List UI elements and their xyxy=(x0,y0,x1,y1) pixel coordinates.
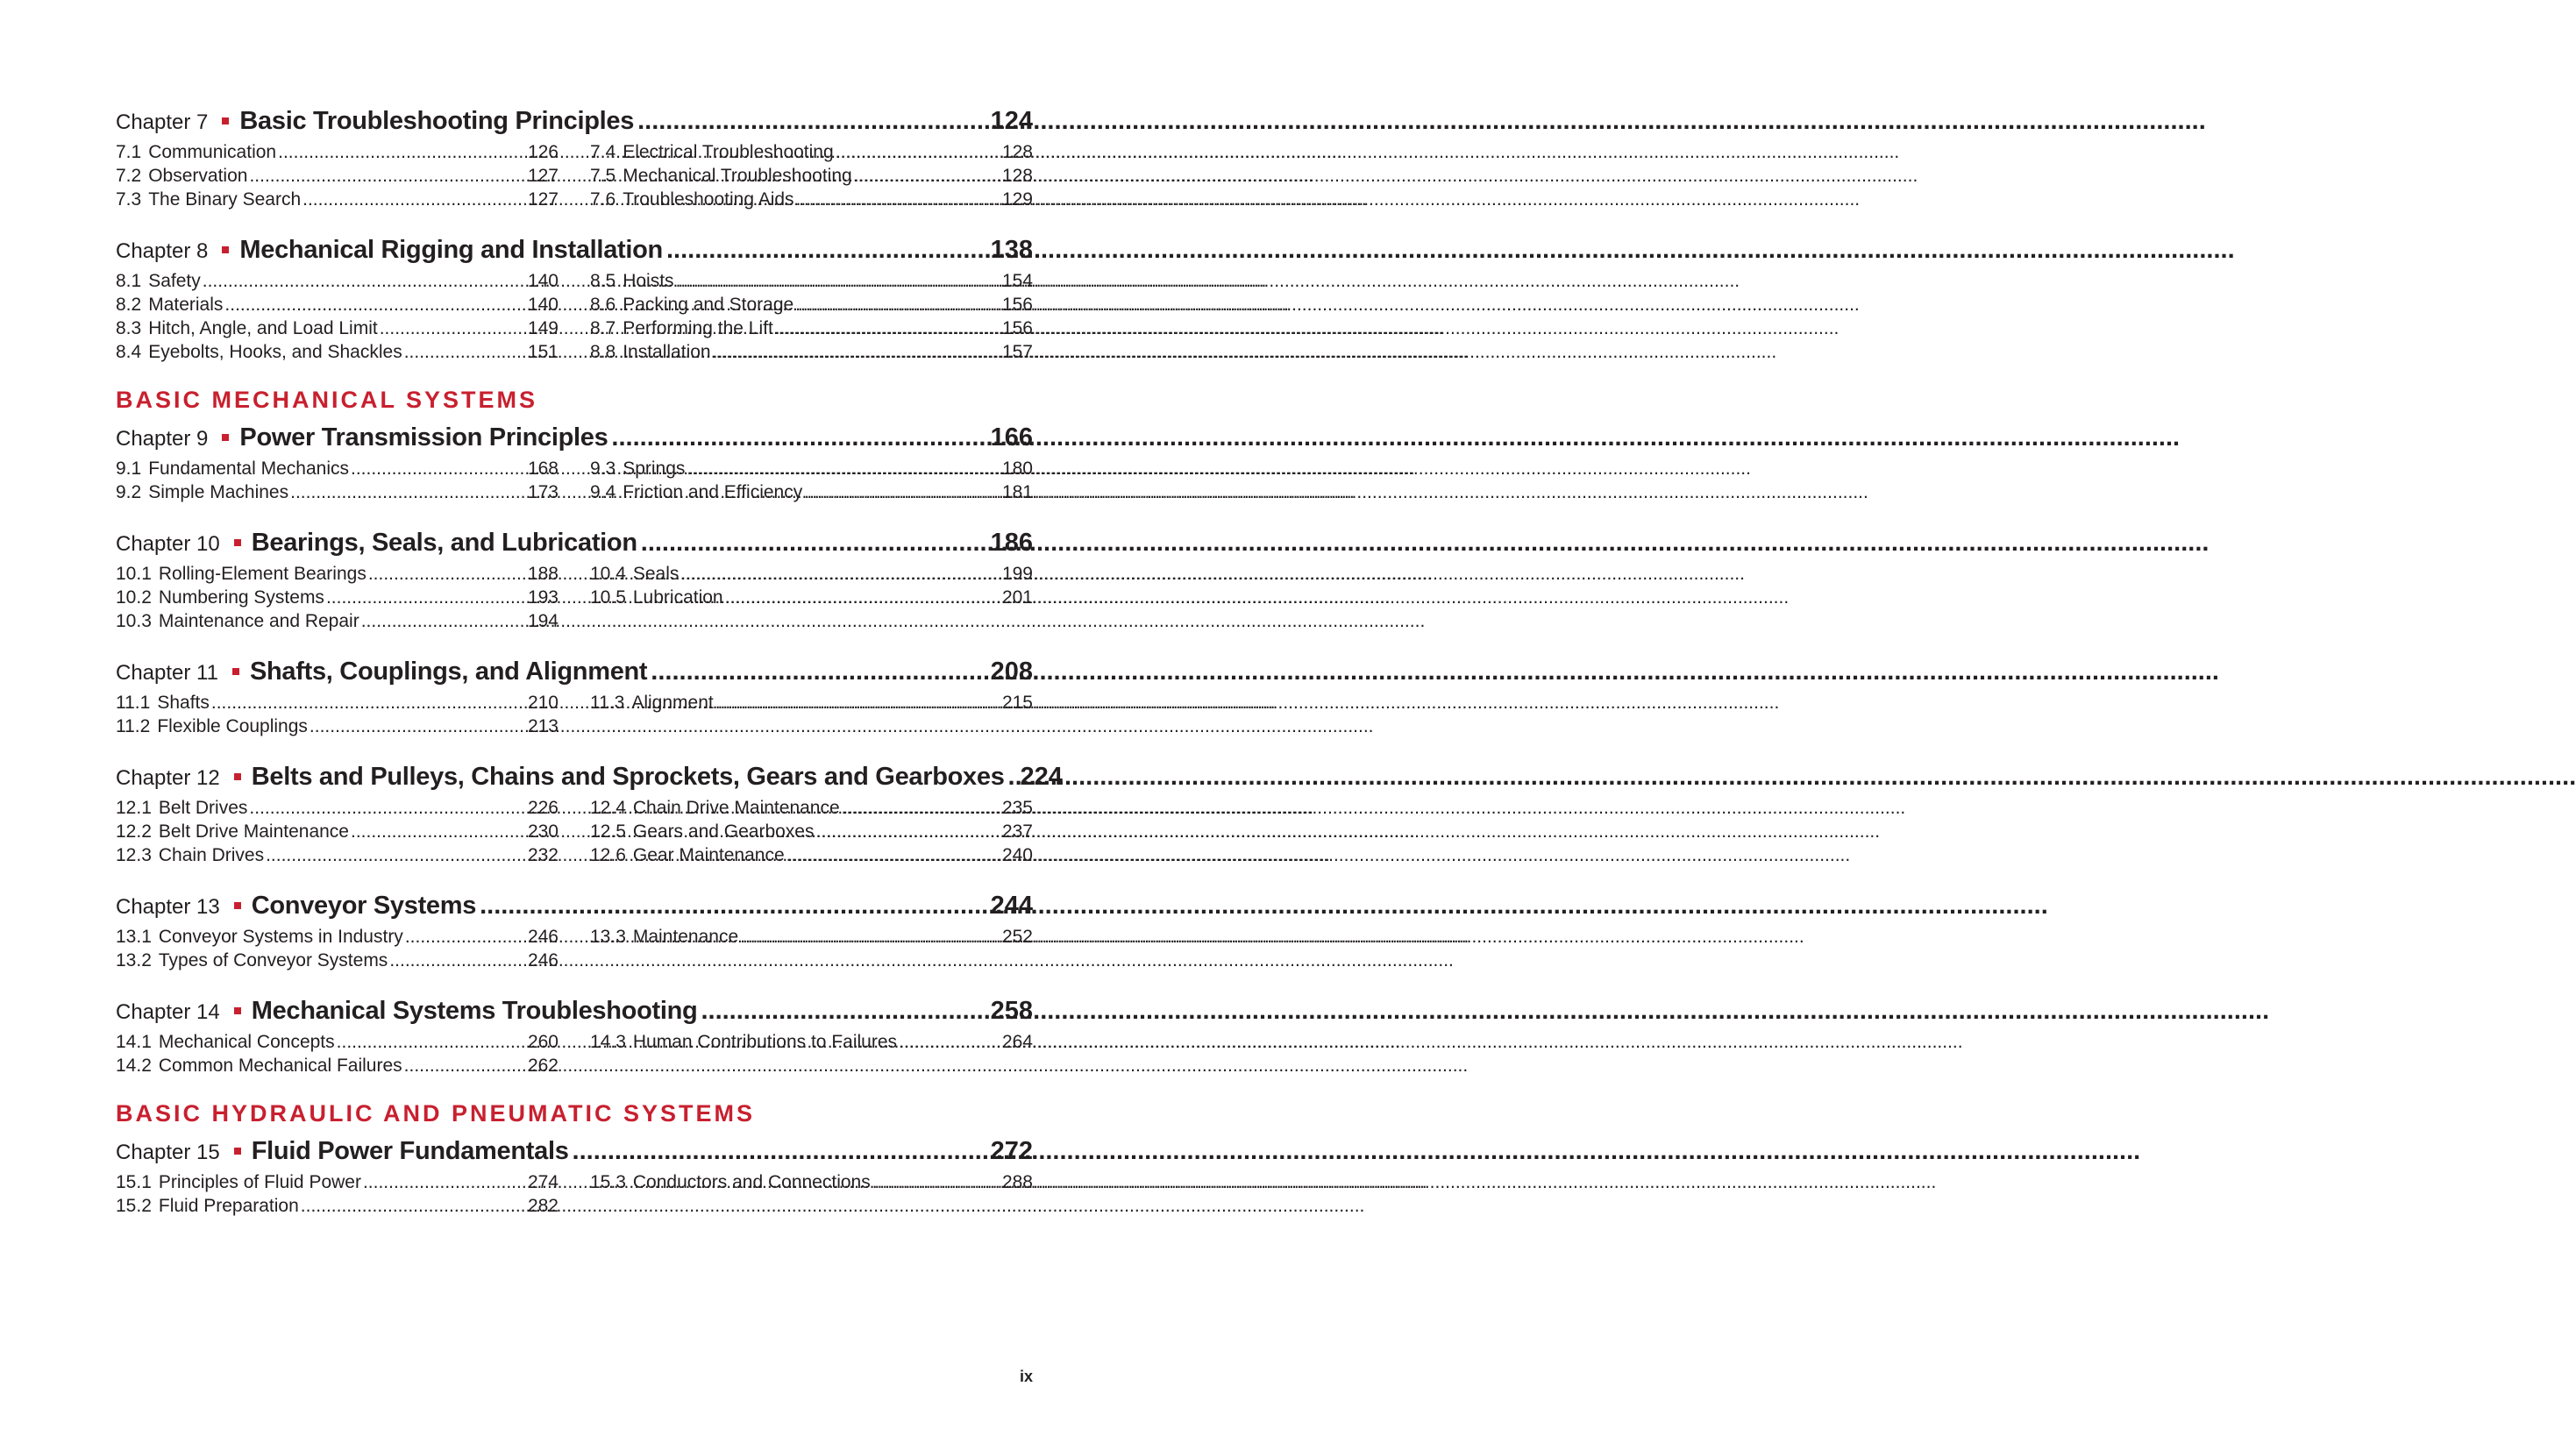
chapter-label: Chapter 11 xyxy=(116,661,218,685)
section-column-left xyxy=(116,562,559,633)
chapter-label: Chapter 7 xyxy=(116,110,209,134)
entry-page-number: 140 xyxy=(527,295,559,315)
entry-page-number: 274 xyxy=(527,1172,559,1192)
square-bullet-icon xyxy=(234,539,241,546)
section-list xyxy=(116,269,1033,364)
square-bullet-icon xyxy=(234,773,241,780)
square-bullet-icon xyxy=(222,117,229,124)
chapter-heading[interactable] xyxy=(116,103,1033,139)
entry-page-number: 128 xyxy=(1001,142,1033,162)
toc-entry-15-2[interactable] xyxy=(116,1194,559,1218)
entry-title: Electrical Troubleshooting xyxy=(623,142,834,162)
chapter-heading[interactable] xyxy=(116,654,1033,689)
entry-number: 12.6 xyxy=(590,845,626,865)
chapter-label: Chapter 9 xyxy=(116,427,209,451)
entry-title: Rolling-Element Bearings xyxy=(158,564,366,584)
entry-title: Human Contributions to Failures xyxy=(632,1032,898,1052)
entry-number: 8.6 xyxy=(590,295,616,315)
entry-title: Installation xyxy=(623,342,711,362)
chapter-label: Chapter 12 xyxy=(116,766,220,790)
entry-title: Types of Conveyor Systems xyxy=(158,950,388,970)
section-column-left xyxy=(116,1030,559,1077)
toc-entry-7-3[interactable] xyxy=(116,188,559,211)
toc-entry-10-3[interactable] xyxy=(116,609,559,633)
dot-leader xyxy=(310,714,526,738)
entry-page-number: 237 xyxy=(1001,821,1033,842)
section-list xyxy=(116,1170,1033,1218)
dot-leader xyxy=(872,1170,1000,1194)
entry-page-number: 235 xyxy=(1001,798,1033,818)
dot-leader xyxy=(224,293,526,316)
toc-entry-13-3[interactable] xyxy=(590,925,1033,949)
section-column-left xyxy=(116,140,559,211)
chapter-chapter-12 xyxy=(116,759,1063,867)
section-heading: BASIC HYDRAULIC AND PNEUMATIC SYSTEMS xyxy=(116,1100,756,1127)
chapter-title: Mechanical Systems Troubleshooting xyxy=(251,997,698,1025)
entry-page-number: 240 xyxy=(1001,845,1033,865)
chapter-page-number: 138 xyxy=(990,236,1033,264)
entry-number: 14.1 xyxy=(116,1032,152,1052)
dot-leader xyxy=(278,140,526,164)
dot-leader xyxy=(666,232,987,267)
dot-leader xyxy=(676,269,1000,293)
entry-title: Maintenance and Repair xyxy=(158,611,359,631)
dot-leader xyxy=(351,820,526,843)
chapter-heading[interactable] xyxy=(116,1134,1033,1169)
dot-leader xyxy=(701,993,986,1028)
dot-leader xyxy=(211,691,526,714)
entry-page-number: 154 xyxy=(1001,271,1033,291)
entry-title: Conductors and Connections xyxy=(632,1172,871,1192)
chapter-title: Shafts, Couplings, and Alignment xyxy=(249,658,648,686)
chapter-page-number: 208 xyxy=(990,658,1033,686)
entry-page-number: 246 xyxy=(527,950,559,970)
toc-entry-11-2[interactable] xyxy=(116,714,559,738)
entry-title: Belt Drive Maintenance xyxy=(158,821,349,842)
section-column-right xyxy=(590,457,1033,504)
dot-leader xyxy=(796,188,1000,211)
section-column-left xyxy=(116,691,559,738)
entry-number: 10.1 xyxy=(116,564,152,584)
toc-entry-8-3[interactable] xyxy=(116,316,559,340)
chapter-label: Chapter 8 xyxy=(116,239,209,263)
dot-leader xyxy=(1008,759,1017,794)
entry-title: Common Mechanical Failures xyxy=(158,1056,402,1076)
entry-number: 11.3 xyxy=(590,693,625,713)
toc-entry-13-1[interactable] xyxy=(116,925,559,949)
entry-page-number: 129 xyxy=(1001,189,1033,210)
toc-entry-12-3[interactable] xyxy=(116,843,559,867)
dot-leader xyxy=(290,480,526,504)
toc-entry-11-3[interactable] xyxy=(590,691,1033,714)
chapter-title: Conveyor Systems xyxy=(251,892,477,920)
entry-page-number: 288 xyxy=(1001,1172,1033,1192)
entry-page-number: 260 xyxy=(527,1032,559,1052)
toc-entry-11-1[interactable] xyxy=(116,691,559,714)
toc-entry-12-4[interactable] xyxy=(590,796,1033,820)
chapter-page-number: 258 xyxy=(990,997,1033,1025)
toc-entry-12-5[interactable] xyxy=(590,820,1033,843)
dot-leader xyxy=(713,340,1000,364)
chapter-chapter-7 xyxy=(116,103,1033,211)
entry-title: Mechanical Troubleshooting xyxy=(623,166,852,186)
dot-leader xyxy=(480,888,987,923)
entry-title: Troubleshooting Aids xyxy=(623,189,794,210)
toc-entry-14-1[interactable] xyxy=(116,1030,559,1054)
dot-leader xyxy=(611,420,986,455)
entry-title: The Binary Search xyxy=(148,189,302,210)
chapter-chapter-10 xyxy=(116,525,1033,633)
entry-page-number: 149 xyxy=(527,318,559,338)
section-column-right xyxy=(590,269,1033,364)
entry-page-number: 127 xyxy=(527,189,559,210)
entry-title: Communication xyxy=(148,142,277,162)
entry-title: Mechanical Concepts xyxy=(158,1032,335,1052)
chapter-heading[interactable] xyxy=(116,993,1033,1028)
section-column-right xyxy=(590,691,1033,738)
dot-leader xyxy=(337,1030,526,1054)
toc-entry-10-1[interactable] xyxy=(116,562,559,586)
entry-title: Simple Machines xyxy=(148,482,289,502)
toc-entry-15-3[interactable] xyxy=(590,1170,1033,1194)
chapter-chapter-8 xyxy=(116,232,1033,364)
dot-leader xyxy=(363,1170,526,1194)
entry-title: Packing and Storage xyxy=(623,295,794,315)
dot-leader xyxy=(641,525,987,560)
entry-number: 7.1 xyxy=(116,142,142,162)
entry-number: 10.2 xyxy=(116,587,152,608)
dot-leader xyxy=(368,562,526,586)
section-list xyxy=(116,562,1033,633)
entry-title: Fluid Preparation xyxy=(158,1196,299,1216)
dot-leader xyxy=(795,293,1000,316)
entry-title: Gears and Gearboxes xyxy=(632,821,815,842)
entry-number: 14.2 xyxy=(116,1056,152,1076)
entry-number: 15.1 xyxy=(116,1172,152,1192)
square-bullet-icon xyxy=(234,1148,241,1155)
entry-page-number: 226 xyxy=(527,798,559,818)
entry-number: 12.5 xyxy=(590,821,626,842)
dot-leader xyxy=(249,796,526,820)
chapter-page-number: 272 xyxy=(990,1137,1033,1165)
entry-page-number: 282 xyxy=(527,1196,559,1216)
entry-title: Hitch, Angle, and Load Limit xyxy=(148,318,378,338)
section-column-left xyxy=(116,1170,559,1218)
entry-number: 9.4 xyxy=(590,482,616,502)
dot-leader xyxy=(302,188,526,211)
entry-title: Observation xyxy=(148,166,248,186)
chapter-title: Power Transmission Principles xyxy=(239,423,608,451)
entry-title: Hoists xyxy=(623,271,674,291)
entry-page-number: 173 xyxy=(527,482,559,502)
toc-entry-8-7[interactable] xyxy=(590,316,1033,340)
entry-title: Friction and Efficiency xyxy=(623,482,803,502)
entry-number: 8.2 xyxy=(116,295,142,315)
square-bullet-icon xyxy=(234,1007,241,1014)
toc-entry-15-1[interactable] xyxy=(116,1170,559,1194)
chapter-title: Bearings, Seals, and Lubrication xyxy=(251,529,637,557)
toc-entry-8-1[interactable] xyxy=(116,269,559,293)
entry-page-number: 157 xyxy=(1001,342,1033,362)
entry-title: Safety xyxy=(148,271,201,291)
entry-number: 12.2 xyxy=(116,821,152,842)
entry-title: Conveyor Systems in Industry xyxy=(158,927,403,947)
entry-number: 7.6 xyxy=(590,189,616,210)
dot-leader xyxy=(842,796,1000,820)
entry-number: 8.1 xyxy=(116,271,142,291)
chapter-chapter-14 xyxy=(116,993,1033,1077)
chapter-page-number: 124 xyxy=(990,107,1033,135)
entry-number: 12.1 xyxy=(116,798,152,818)
dot-leader xyxy=(786,843,1000,867)
dot-leader xyxy=(816,820,1000,843)
chapter-chapter-15 xyxy=(116,1134,1033,1218)
entry-page-number: 181 xyxy=(1001,482,1033,502)
entry-page-number: 201 xyxy=(1001,587,1033,608)
entry-number: 11.2 xyxy=(116,716,151,736)
section-column-right xyxy=(590,1170,1033,1218)
entry-page-number: 126 xyxy=(527,142,559,162)
section-column-right xyxy=(590,925,1033,972)
page-number: ix xyxy=(1019,1368,1033,1385)
entry-number: 13.3 xyxy=(590,927,626,947)
chapter-heading[interactable] xyxy=(116,232,1033,267)
toc-entry-14-3[interactable] xyxy=(590,1030,1033,1054)
entry-page-number: 180 xyxy=(1001,459,1033,479)
chapter-chapter-13 xyxy=(116,888,1033,972)
section-heading: BASIC MECHANICAL SYSTEMS xyxy=(116,387,538,413)
entry-page-number: 193 xyxy=(527,587,559,608)
dot-leader xyxy=(899,1030,1000,1054)
dot-leader xyxy=(380,316,526,340)
entry-page-number: 168 xyxy=(527,459,559,479)
entry-title: Principles of Fluid Power xyxy=(158,1172,361,1192)
entry-title: Numbering Systems xyxy=(158,587,324,608)
chapter-page-number: 166 xyxy=(990,423,1033,451)
entry-title: Lubrication xyxy=(632,587,723,608)
entry-page-number: 140 xyxy=(527,271,559,291)
section-column-right xyxy=(590,796,1033,867)
dot-leader xyxy=(836,140,1000,164)
dot-leader xyxy=(715,691,1000,714)
entry-page-number: 215 xyxy=(1001,693,1033,713)
entry-number: 12.3 xyxy=(116,845,152,865)
toc-entry-8-8[interactable] xyxy=(590,340,1033,364)
dot-leader xyxy=(266,843,526,867)
entry-number: 8.3 xyxy=(116,318,142,338)
dot-leader xyxy=(301,1194,526,1218)
entry-page-number: 199 xyxy=(1001,564,1033,584)
dot-leader xyxy=(573,1134,987,1169)
dot-leader xyxy=(405,925,526,949)
dot-leader xyxy=(404,340,526,364)
entry-number: 8.4 xyxy=(116,342,142,362)
section-list xyxy=(116,691,1033,738)
entry-number: 10.5 xyxy=(590,587,626,608)
section-list xyxy=(116,796,1033,867)
entry-title: Materials xyxy=(148,295,224,315)
toc-entry-9-1[interactable] xyxy=(116,457,559,480)
section-column-right xyxy=(590,1030,1033,1077)
dot-leader xyxy=(740,925,1000,949)
dot-leader xyxy=(775,316,1000,340)
dot-leader xyxy=(854,164,1000,188)
section-list xyxy=(116,1030,1033,1077)
toc-entry-9-2[interactable] xyxy=(116,480,559,504)
square-bullet-icon xyxy=(234,902,241,909)
toc-entry-9-4[interactable] xyxy=(590,480,1033,504)
chapter-heading[interactable] xyxy=(116,759,1063,794)
chapter-label: Chapter 13 xyxy=(116,895,220,919)
toc-entry-12-2[interactable] xyxy=(116,820,559,843)
chapter-chapter-11 xyxy=(116,654,1033,738)
entry-title: Springs xyxy=(623,459,686,479)
entry-number: 14.3 xyxy=(590,1032,626,1052)
entry-number: 15.2 xyxy=(116,1196,152,1216)
entry-number: 9.3 xyxy=(590,459,616,479)
toc-entry-8-5[interactable] xyxy=(590,269,1033,293)
chapter-label: Chapter 14 xyxy=(116,1000,220,1024)
entry-title: Belt Drives xyxy=(158,798,248,818)
entry-title: Chain Drives xyxy=(158,845,265,865)
dot-leader xyxy=(203,269,526,293)
entry-number: 7.2 xyxy=(116,166,142,186)
toc-entry-14-2[interactable] xyxy=(116,1054,559,1077)
toc-entry-12-1[interactable] xyxy=(116,796,559,820)
entry-number: 9.1 xyxy=(116,459,142,479)
dot-leader xyxy=(651,654,986,689)
entry-title: Maintenance xyxy=(632,927,739,947)
dot-leader xyxy=(725,586,1000,609)
section-column-right xyxy=(590,140,1033,211)
chapter-page-number: 244 xyxy=(990,892,1033,920)
entry-number: 9.2 xyxy=(116,482,142,502)
entry-title: Eyebolts, Hooks, and Shackles xyxy=(148,342,402,362)
chapter-page-number: 224 xyxy=(1020,763,1063,791)
entry-title: Performing the Lift xyxy=(623,318,773,338)
entry-title: Gear Maintenance xyxy=(632,845,785,865)
square-bullet-icon xyxy=(222,246,229,253)
entry-page-number: 156 xyxy=(1001,295,1033,315)
toc-entry-10-4[interactable] xyxy=(590,562,1033,586)
dot-leader xyxy=(351,457,526,480)
section-list xyxy=(116,140,1033,211)
entry-number: 11.1 xyxy=(116,693,151,713)
toc-entry-7-2[interactable] xyxy=(116,164,559,188)
dot-leader xyxy=(249,164,526,188)
entry-page-number: 262 xyxy=(527,1056,559,1076)
square-bullet-icon xyxy=(232,668,239,675)
entry-number: 8.7 xyxy=(590,318,616,338)
chapter-page-number: 186 xyxy=(990,529,1033,557)
toc-entry-8-6[interactable] xyxy=(590,293,1033,316)
entry-page-number: 151 xyxy=(527,342,559,362)
chapter-chapter-9 xyxy=(116,420,1033,504)
entry-page-number: 232 xyxy=(527,845,559,865)
entry-number: 10.3 xyxy=(116,611,152,631)
toc-entry-10-5[interactable] xyxy=(590,586,1033,609)
chapter-heading[interactable] xyxy=(116,420,1033,455)
table-of-contents xyxy=(116,103,1063,1218)
chapter-label: Chapter 10 xyxy=(116,532,220,556)
section-list xyxy=(116,925,1033,972)
dot-leader xyxy=(804,480,1000,504)
entry-page-number: 128 xyxy=(1001,166,1033,186)
chapter-heading[interactable] xyxy=(116,525,1033,560)
section-column-left xyxy=(116,796,559,867)
section-column-left xyxy=(116,269,559,364)
toc-entry-7-1[interactable] xyxy=(116,140,559,164)
entry-page-number: 264 xyxy=(1001,1032,1033,1052)
entry-page-number: 252 xyxy=(1001,927,1033,947)
dot-leader xyxy=(361,609,526,633)
dot-leader xyxy=(680,562,1000,586)
dot-leader xyxy=(326,586,526,609)
entry-title: Fundamental Mechanics xyxy=(148,459,349,479)
entry-number: 13.2 xyxy=(116,950,152,970)
toc-entry-13-2[interactable] xyxy=(116,949,559,972)
chapter-heading[interactable] xyxy=(116,888,1033,923)
section-list xyxy=(116,457,1033,504)
chapter-title: Basic Troubleshooting Principles xyxy=(239,107,635,135)
entry-number: 7.4 xyxy=(590,142,616,162)
entry-title: Alignment xyxy=(631,693,714,713)
entry-page-number: 230 xyxy=(527,821,559,842)
entry-number: 12.4 xyxy=(590,798,626,818)
entry-number: 8.5 xyxy=(590,271,616,291)
dot-leader xyxy=(637,103,987,139)
entry-number: 10.4 xyxy=(590,564,626,584)
toc-entry-9-3[interactable] xyxy=(590,457,1033,480)
dot-leader xyxy=(389,949,526,972)
entry-number: 13.1 xyxy=(116,927,152,947)
entry-title: Chain Drive Maintenance xyxy=(632,798,840,818)
entry-title: Seals xyxy=(632,564,680,584)
toc-entry-8-2[interactable] xyxy=(116,293,559,316)
toc-entry-10-2[interactable] xyxy=(116,586,559,609)
section-column-left xyxy=(116,457,559,504)
section-column-left xyxy=(116,925,559,972)
entry-page-number: 213 xyxy=(527,716,559,736)
entry-page-number: 127 xyxy=(527,166,559,186)
toc-entry-7-4[interactable] xyxy=(590,140,1033,164)
dot-leader xyxy=(404,1054,526,1077)
toc-entry-7-6[interactable] xyxy=(590,188,1033,211)
toc-entry-8-4[interactable] xyxy=(116,340,559,364)
square-bullet-icon xyxy=(222,434,229,441)
entry-number: 8.8 xyxy=(590,342,616,362)
entry-number: 7.5 xyxy=(590,166,616,186)
entry-number: 7.3 xyxy=(116,189,142,210)
entry-title: Shafts xyxy=(157,693,210,713)
chapter-title: Fluid Power Fundamentals xyxy=(251,1137,569,1165)
entry-page-number: 194 xyxy=(527,611,559,631)
entry-page-number: 210 xyxy=(527,693,559,713)
entry-page-number: 188 xyxy=(527,564,559,584)
toc-entry-12-6[interactable] xyxy=(590,843,1033,867)
section-column-right xyxy=(590,562,1033,633)
entry-page-number: 156 xyxy=(1001,318,1033,338)
chapter-title: Mechanical Rigging and Installation xyxy=(239,236,663,264)
entry-number: 15.3 xyxy=(590,1172,626,1192)
entry-title: Flexible Couplings xyxy=(157,716,308,736)
toc-entry-7-5[interactable] xyxy=(590,164,1033,188)
dot-leader xyxy=(687,457,1000,480)
chapter-label: Chapter 15 xyxy=(116,1141,220,1164)
entry-page-number: 246 xyxy=(527,927,559,947)
chapter-title: Belts and Pulleys, Chains and Sprockets, Gears and Gearboxes xyxy=(251,763,1005,791)
